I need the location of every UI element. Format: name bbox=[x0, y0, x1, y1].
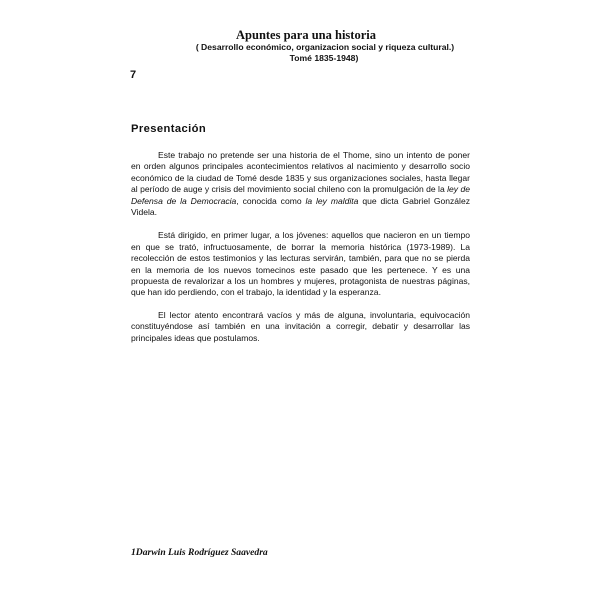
paragraph-1-part-c: que dicta Gabriel González Videla. bbox=[131, 195, 470, 218]
page-number: 7 bbox=[130, 69, 137, 81]
paragraph-1-part-b: , conocida como bbox=[236, 195, 306, 206]
document-title bbox=[0, 28, 600, 42]
paragraph-1-part-a: Este trabajo no pretende ser una historia de el Thome, sino un intento de poner en orden algunos principales acontecimientos relativos al nacimiento y desarrollo socio económico de la ciudad de Tomé desde 1835 y sus organizaciones sociales, hasta llegar al período de auge y crisis del movimiento social chileno con la promulgación de la bbox=[131, 150, 470, 195]
law-name-italic: ley de Defensa de la Democracia bbox=[131, 184, 470, 206]
body-text bbox=[131, 150, 470, 355]
subtitle-line-1: ( Desarrollo económico, organizacion social y riqueza cultural.) bbox=[195, 42, 455, 52]
section-heading: Presentación bbox=[131, 123, 207, 135]
footer-author: 1Darwin Luis Rodríguez Saavedra bbox=[131, 547, 268, 558]
paragraph-3: El lector atento encontrará vacíos y más de alguna, involuntaria, equivocación constituyéndose así también en una invitación a corregir, debatir y desarrollar las principales ideas que postulamos. bbox=[131, 309, 470, 343]
law-nickname-italic: la ley maldita bbox=[305, 195, 359, 206]
paragraph-1 bbox=[131, 150, 470, 218]
paragraph-2: Está dirigido, en primer lugar, a los jóvenes: aquellos que nacieron en un tiempo en que se trató, infructuosamente, de borrar la memoria histórica (1973-1989). La recolección de estos testimonios y las lecturas servirán, también, para que no se pierda en la memoria de los nuevos tomecinos este pasado que les pertenece. Y es una propuesta de revalorizar a los un hombres y mujeres, protagonista de nuestras páginas, que han ido perdiendo, con el trabajo, la identidad y la esperanza. bbox=[131, 230, 470, 298]
title-text: Apuntes para una historia bbox=[236, 28, 376, 42]
subtitle-line-2: Tomé 1835-1948) bbox=[289, 53, 359, 63]
document-subtitle bbox=[0, 42, 600, 64]
